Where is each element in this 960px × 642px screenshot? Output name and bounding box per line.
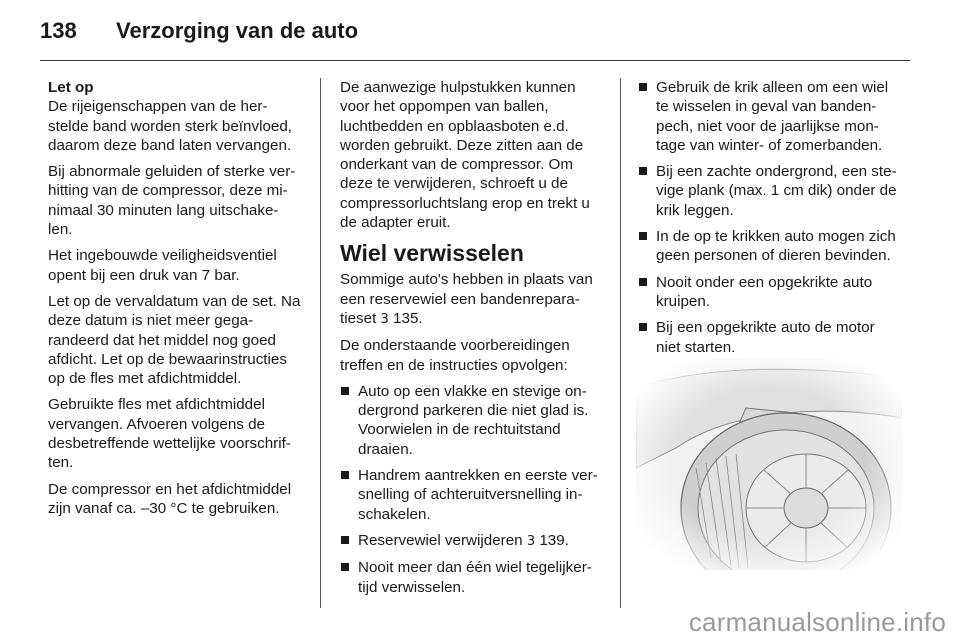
bullet-square-icon [341, 387, 349, 395]
page-title: Verzorging van de auto [116, 18, 359, 43]
repair-kit-text: Sommige auto's hebben in plaats van een reservewiel een bandenrepara- tieset [340, 271, 593, 327]
list-item-text: Nooit meer dan één wiel tegelijker- tijd verwisselen. [358, 559, 592, 596]
page-number: 138 [40, 18, 77, 43]
list-item-text: Gebruik de krik alleen om een wiel te wisselen in geval van banden- pech, niet voor de jaarlijkse mon- tage van winter- of zomerbanden. [656, 79, 889, 154]
list-item [340, 466, 605, 524]
page-ref-arrow-icon: 3 [380, 311, 389, 327]
page-ref-arrow-icon: 3 [526, 533, 536, 549]
list-item-text: Bij een zachte ondergrond, een ste- vige plank (max. 1 cm dik) onder de krik leggen. [656, 163, 897, 219]
paragraph-temperature: De compressor en het afdichtmiddel zijn vanaf ca. –30 °C te gebruiken. [48, 480, 292, 517]
list-item [638, 227, 902, 266]
paragraph-preparations: De onderstaande voorbereidingen treffen en de instructies opvolgen: [340, 337, 570, 374]
list-item [638, 318, 902, 357]
list-item-text: Reservewiel verwijderen [358, 531, 523, 549]
paragraph-repair-kit [340, 270, 605, 329]
note-text: De rijeigenschappen van de her- stelde band worden sterk beïnvloed, daarom deze band laten vervangen. [48, 98, 293, 154]
note-block [48, 78, 306, 155]
bullet-square-icon [639, 232, 647, 240]
list-item-text: Auto op een vlakke en stevige on- dergrond parkeren die niet glad is. Voorwielen in de rechtuitstand draaien. [358, 382, 589, 458]
bullet-square-icon [639, 167, 647, 175]
section-heading-wheel-change: Wiel verwisselen [340, 240, 524, 267]
bullet-square-icon [341, 563, 349, 571]
paragraph-expiry: Let op de vervaldatum van de set. Na deze datum is niet meer gega- randeerd dat het middel nog goed afdicht. Let op de bewaarinstructies op de fles met afdichtmiddel. [48, 292, 301, 388]
header-rule [40, 60, 910, 61]
list-item [340, 558, 605, 597]
bullet-square-icon [639, 83, 647, 91]
list-item-text: Nooit onder een opgekrikte auto kruipen. [656, 273, 873, 310]
paragraph-adapters: De aanwezige hulpstukken kunnen voor het oppompen van ballen, luchtbedden en opblaasboten e.d. worden gebruikt. Deze zitten aan de onderkant van de compressor. Om deze te verwijderen, schroeft u de compressorluchtslang erop en trekt u de adapter eruit. [340, 79, 590, 232]
bullet-square-icon [639, 278, 647, 286]
column-divider-1 [320, 78, 321, 608]
column-3 [638, 78, 902, 384]
paragraph-safety-valve: Het ingebouwde veiligheidsventiel opent bij een druk van 7 bar. [48, 247, 277, 284]
note-label: Let op [48, 79, 94, 96]
wheel-hubcap-illustration [636, 358, 902, 570]
page-ref-link[interactable]: 135. [388, 309, 423, 327]
list-item [340, 382, 605, 459]
list-item-text: Bij een opgekrikte auto de motor niet starten. [656, 319, 875, 356]
column-divider-2 [620, 78, 621, 608]
bullet-square-icon [639, 323, 647, 331]
list-item-text: Handrem aantrekken en eerste ver- snelling of achteruitversnelling in- schakelen. [358, 467, 598, 523]
list-item [638, 273, 902, 312]
page-ref-link[interactable]: 139. [535, 531, 569, 549]
list-item-text: In de op te krikken auto mogen zich geen personen of dieren bevinden. [656, 228, 896, 265]
bullet-square-icon [341, 536, 349, 544]
safety-list [638, 78, 902, 357]
watermark: carmanualsonline.info [688, 607, 946, 637]
list-item [638, 162, 902, 220]
bullet-square-icon [341, 471, 349, 479]
column-2 [340, 78, 605, 604]
preparation-list [340, 382, 605, 597]
paragraph-compressor-heat: Bij abnormale geluiden of sterke ver- hitting van de compressor, deze mi- nimaal 30 minuten lang uitschake- len. [48, 163, 296, 239]
list-item [340, 531, 605, 551]
paragraph-disposal: Gebruikte fles met afdichtmiddel vervangen. Afvoeren volgens de desbetreffende wettelijke voorschrif- ten. [48, 396, 291, 472]
list-item [638, 78, 902, 155]
column-1 [48, 78, 306, 525]
